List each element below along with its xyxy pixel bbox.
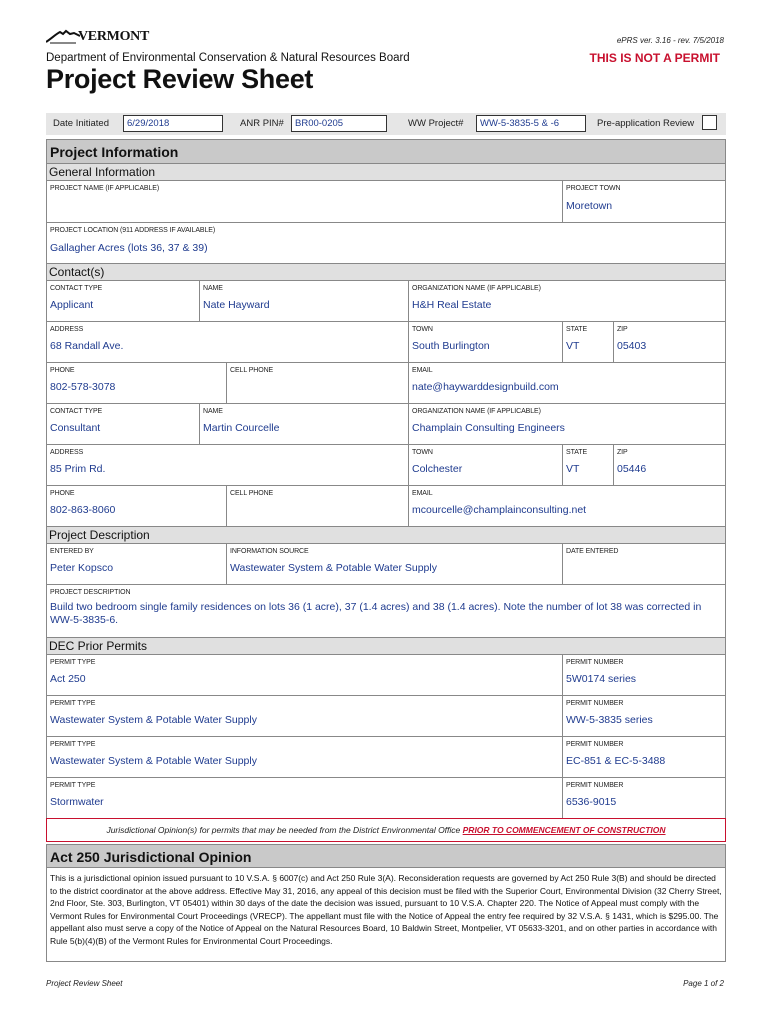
contact-org-label: ORGANIZATION NAME (IF APPLICABLE) xyxy=(412,285,541,292)
jurisdiction-note xyxy=(46,818,726,842)
contact-email-cell[interactable] xyxy=(409,363,725,403)
date-initiated-label: Date Initiated xyxy=(53,118,109,129)
page-title: Project Review Sheet xyxy=(46,64,314,94)
entered-by-value[interactable]: Peter Kopsco xyxy=(50,562,114,574)
contact-org-value[interactable]: H&H Real Estate xyxy=(412,299,492,311)
contact-address-value[interactable]: 68 Randall Ave. xyxy=(50,340,124,352)
contact-email-value[interactable]: mcourcelle@champlainconsulting.net xyxy=(412,504,587,516)
contact-cell-phone-value[interactable] xyxy=(227,378,408,381)
contact-phone-cell[interactable] xyxy=(47,486,227,526)
contact-cell-phone-cell[interactable] xyxy=(227,363,409,403)
contact-name-cell[interactable] xyxy=(200,281,409,321)
permit-type-value[interactable]: Wastewater System & Potable Water Supply xyxy=(50,755,257,767)
footer-title: Project Review Sheet xyxy=(46,979,123,988)
permit-number-label: PERMIT NUMBER xyxy=(566,782,624,789)
contact-name-cell[interactable] xyxy=(200,404,409,444)
permit-type-label: PERMIT TYPE xyxy=(50,782,96,789)
permit-type-value[interactable]: Wastewater System & Potable Water Supply xyxy=(50,714,257,726)
permit-number-cell[interactable] xyxy=(563,655,725,695)
contact-zip-cell[interactable] xyxy=(614,322,725,362)
preapp-review-checkbox[interactable] xyxy=(702,115,717,130)
project-description-heading: Project Description xyxy=(47,527,725,544)
contact-type-value[interactable]: Consultant xyxy=(50,422,101,434)
contact-zip-value[interactable]: 05446 xyxy=(617,463,647,475)
date-entered-value[interactable] xyxy=(563,559,725,562)
contact-address-cell[interactable] xyxy=(47,322,409,362)
permit-type-label: PERMIT TYPE xyxy=(50,659,96,666)
contact-type-label: CONTACT TYPE xyxy=(50,408,103,415)
info-source-label: INFORMATION SOURCE xyxy=(230,548,309,555)
anr-pin-label: ANR PIN# xyxy=(240,118,284,129)
permit-number-label: PERMIT NUMBER xyxy=(566,659,624,666)
general-info-heading: General Information xyxy=(47,164,725,181)
project-town-label: PROJECT TOWN xyxy=(566,185,621,192)
permit-number-value[interactable]: 5W0174 series xyxy=(566,673,637,685)
act250-heading: Act 250 Jurisdictional Opinion xyxy=(47,845,725,868)
contact-zip-label: ZIP xyxy=(617,326,628,333)
date-entered-cell[interactable] xyxy=(563,544,725,584)
contact-type-label: CONTACT TYPE xyxy=(50,285,103,292)
permit-type-value[interactable]: Stormwater xyxy=(50,796,104,808)
contact-email-label: EMAIL xyxy=(412,367,433,374)
project-info-form xyxy=(46,139,726,819)
contact-address-label: ADDRESS xyxy=(50,326,84,333)
project-name-value[interactable] xyxy=(47,196,562,200)
contact-town-cell[interactable] xyxy=(409,445,563,485)
contact-email-value[interactable]: nate@haywarddesignbuild.com xyxy=(412,381,559,393)
date-entered-label: DATE ENTERED xyxy=(566,548,619,555)
contact-zip-label: ZIP xyxy=(617,449,628,456)
project-name-label: PROJECT NAME (IF APPLICABLE) xyxy=(50,185,160,192)
project-town-cell[interactable] xyxy=(563,181,725,222)
contact-email-label: EMAIL xyxy=(412,490,433,497)
version-text: ePRS ver. 3.16 - rev. 7/5/2018 xyxy=(616,36,724,45)
permit-number-label: PERMIT NUMBER xyxy=(566,700,624,707)
contact-phone-value[interactable]: 802-578-3078 xyxy=(50,381,116,393)
contact-address-label: ADDRESS xyxy=(50,449,84,456)
department-name: Department of Environmental Conservation & Natural Resources Board xyxy=(46,52,410,64)
permit-type-value[interactable]: Act 250 xyxy=(50,673,86,685)
permit-type-cell[interactable] xyxy=(47,696,563,736)
contact-phone-label: PHONE xyxy=(50,490,75,497)
contact-org-cell[interactable] xyxy=(409,404,725,444)
contact-type-cell[interactable] xyxy=(47,404,200,444)
permit-type-cell[interactable] xyxy=(47,655,563,695)
entered-by-cell[interactable] xyxy=(47,544,227,584)
ww-project-label: WW Project# xyxy=(408,118,464,129)
act250-section xyxy=(46,844,726,962)
permit-type-cell[interactable] xyxy=(47,737,563,777)
info-source-cell[interactable] xyxy=(227,544,563,584)
contact-state-label: STATE xyxy=(566,326,588,333)
contact-cell-phone-label: CELL PHONE xyxy=(230,490,274,497)
contact-phone-cell[interactable] xyxy=(47,363,227,403)
project-description-cell[interactable] xyxy=(47,585,725,637)
permit-type-label: PERMIT TYPE xyxy=(50,700,96,707)
contact-town-label: TOWN xyxy=(412,449,433,456)
contact-cell-phone-value[interactable] xyxy=(227,501,408,504)
jurisdiction-note-text: Jurisdictional Opinion(s) for permits that may be needed from the District Environmental Office xyxy=(106,825,463,835)
contact-type-cell[interactable] xyxy=(47,281,200,321)
jurisdiction-note-emphasis: PRIOR TO COMMENCEMENT OF CONSTRUCTION xyxy=(462,825,666,835)
contact-phone-label: PHONE xyxy=(50,367,75,374)
contact-town-cell[interactable] xyxy=(409,322,563,362)
contacts-heading: Contact(s) xyxy=(47,264,725,281)
contact-zip-cell[interactable] xyxy=(614,445,725,485)
contact-email-cell[interactable] xyxy=(409,486,725,526)
project-name-cell[interactable] xyxy=(47,181,563,222)
contact-phone-value[interactable]: 802-863-8060 xyxy=(50,504,116,516)
contact-state-value[interactable]: VT xyxy=(566,463,580,475)
contact-zip-value[interactable]: 05403 xyxy=(617,340,647,352)
contact-town-value[interactable]: South Burlington xyxy=(412,340,490,352)
project-location-cell[interactable] xyxy=(47,223,725,263)
ww-project-field[interactable]: WW-5-3835-5 & -6 xyxy=(476,115,586,132)
permit-number-value[interactable]: 6536-9015 xyxy=(566,796,617,808)
not-permit-warning: THIS IS NOT A PERMIT xyxy=(589,51,720,65)
contact-cell-phone-cell[interactable] xyxy=(227,486,409,526)
permit-number-value[interactable]: WW-5-3835 series xyxy=(566,714,653,726)
project-info-heading: Project Information xyxy=(47,140,725,164)
contact-cell-phone-label: CELL PHONE xyxy=(230,367,274,374)
contact-name-label: NAME xyxy=(203,285,223,292)
project-town-value[interactable]: Moretown xyxy=(566,200,613,212)
info-source-value[interactable]: Wastewater System & Potable Water Supply xyxy=(230,562,437,574)
contact-name-label: NAME xyxy=(203,408,223,415)
permit-number-cell[interactable] xyxy=(563,696,725,736)
date-initiated-field[interactable]: 6/29/2018 xyxy=(123,115,223,132)
contact-address-cell[interactable] xyxy=(47,445,409,485)
contact-town-value[interactable]: Colchester xyxy=(412,463,463,475)
permit-number-cell[interactable] xyxy=(563,737,725,777)
contact-name-value[interactable]: Nate Hayward xyxy=(203,299,270,311)
contact-org-value[interactable]: Champlain Consulting Engineers xyxy=(412,422,565,434)
preapp-review-label: Pre-application Review xyxy=(597,118,695,129)
contact-address-value[interactable]: 85 Prim Rd. xyxy=(50,463,106,475)
permit-number-label: PERMIT NUMBER xyxy=(566,741,624,748)
footer-page-number: Page 1 of 2 xyxy=(683,979,724,988)
contact-state-label: STATE xyxy=(566,449,588,456)
header-fields-row xyxy=(46,113,726,135)
contact-state-cell[interactable] xyxy=(563,322,614,362)
permit-type-cell[interactable] xyxy=(47,778,563,818)
project-description-value[interactable]: Build two bedroom single family residences on lots 36 (1 acre), 37 (1.4 acres) and 38 (1.4 acres). Note the number of lot 38 was corrected in WW-5-3835-6. xyxy=(50,601,702,626)
prior-permits-heading: DEC Prior Permits xyxy=(47,638,725,655)
project-location-value[interactable]: Gallagher Acres (lots 36, 37 & 39) xyxy=(50,242,208,254)
mountain-logo-icon xyxy=(46,28,80,44)
permit-number-cell[interactable] xyxy=(563,778,725,818)
entered-by-label: ENTERED BY xyxy=(50,548,94,555)
anr-pin-field[interactable]: BR00-0205 xyxy=(291,115,387,132)
contact-org-label: ORGANIZATION NAME (IF APPLICABLE) xyxy=(412,408,541,415)
act250-text: This is a jurisdictional opinion issued pursuant to 10 V.S.A. § 6007(c) and Act 250 Rule 3(A). Reconsideration requests are governed by Act 250 Rule 3(B) and should be directed to the district coordinator at the above address. Effective May 31, 2016, any appeal of this decision must be filed with the Superior Court, Environmental Division (32 Cherry Street, 2nd Floor, Ste. 303, Burlington, VT 05401) within 30 days of the date the decision was issued, pursuant to 10 V.S.A. Chapter 220. The Notice of Appeal must comply with the Vermont Rules for Environmental Court Proceedings (VRECP). The appellant must file with the Notice of Appeal the entry fee required by 32 V.S.A. § 1431, which is $295.00. The appellant also must serve a copy of the Notice of Appeal on the Natural Resources Board, 10 Baldwin Street, Montpelier, VT 05633-3201, and on other parties in accordance with Rule 5(b)(4)(B) of the Vermont Rules for Environmental Court Proceedings. xyxy=(50,873,722,946)
permit-type-label: PERMIT TYPE xyxy=(50,741,96,748)
contact-type-value[interactable]: Applicant xyxy=(50,299,94,311)
vermont-logo xyxy=(46,28,149,44)
contact-name-value[interactable]: Martin Courcelle xyxy=(203,422,280,434)
contact-org-cell[interactable] xyxy=(409,281,725,321)
contact-town-label: TOWN xyxy=(412,326,433,333)
permit-number-value[interactable]: EC-851 & EC-5-3488 xyxy=(566,755,666,767)
contact-state-cell[interactable] xyxy=(563,445,614,485)
project-description-label: PROJECT DESCRIPTION xyxy=(50,589,131,596)
project-location-label: PROJECT LOCATION (911 ADDRESS IF AVAILABLE) xyxy=(50,227,216,234)
logo-text: VERMONT xyxy=(78,29,150,44)
contact-state-value[interactable]: VT xyxy=(566,340,580,352)
